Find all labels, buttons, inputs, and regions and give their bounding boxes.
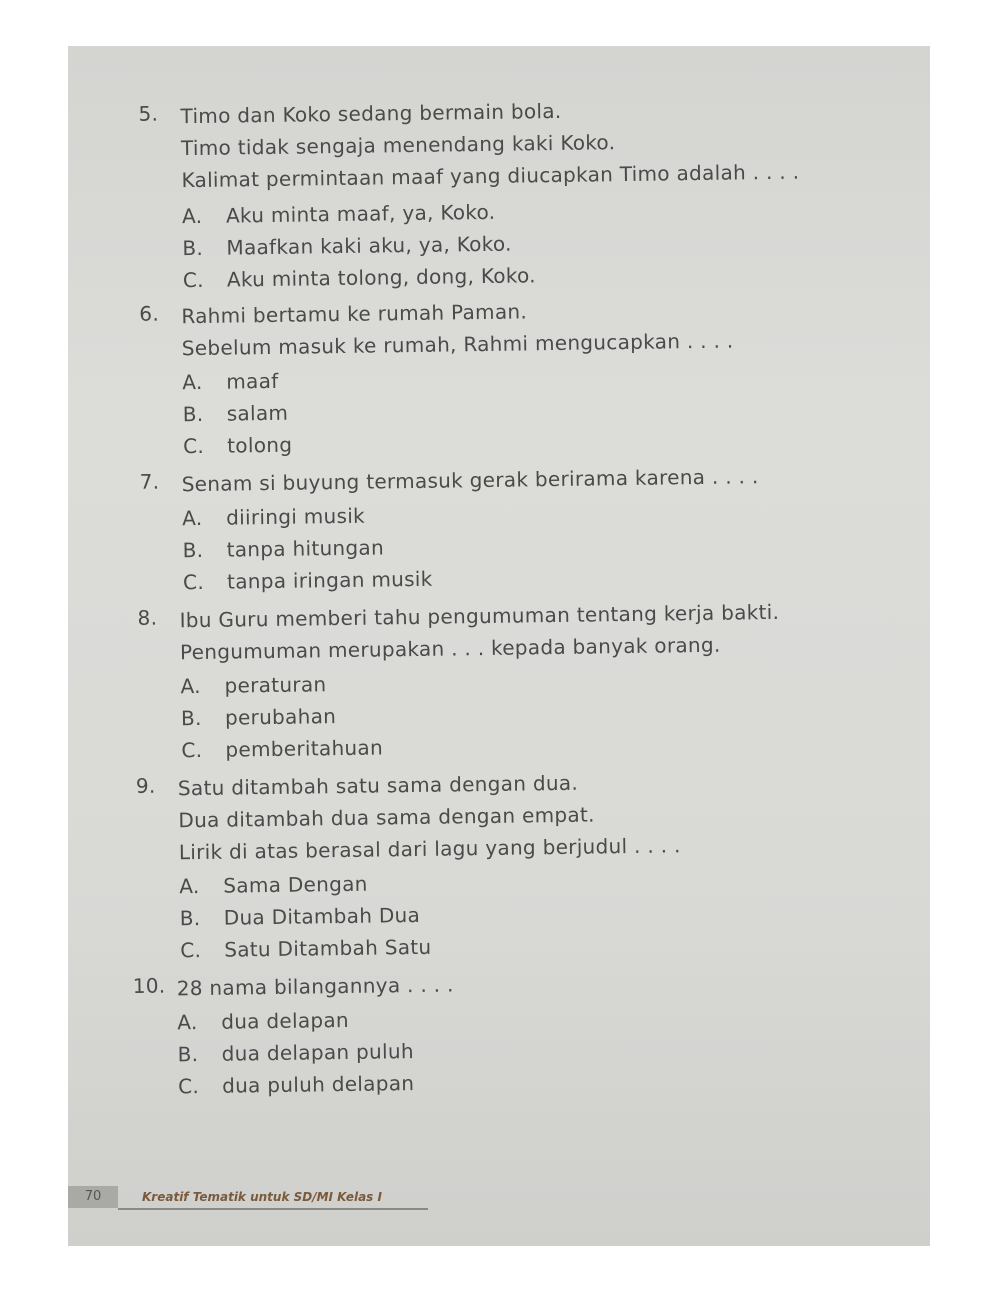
option-letter: C. — [183, 433, 205, 459]
book-title: Kreatif Tematik untuk SD/MI Kelas I — [142, 1190, 382, 1204]
question-line: Senam si buyung termasuk gerak berirama karena . . . . — [181, 464, 759, 497]
option-text: Sama Dengan — [223, 871, 368, 898]
option-text: salam — [226, 400, 289, 426]
worksheet-page — [68, 46, 930, 1246]
photographed-page — [68, 46, 930, 1246]
question-number: 9. — [135, 773, 156, 798]
option-text: tanpa iringan musik — [226, 566, 433, 594]
option-text: Satu Ditambah Satu — [224, 934, 432, 962]
option-text: dua delapan puluh — [221, 1039, 414, 1066]
option-letter: B. — [177, 1042, 199, 1067]
answer-option-b — [181, 701, 337, 733]
answer-option-b — [183, 398, 289, 429]
option-text: maaf — [226, 368, 279, 394]
option-text: tolong — [227, 432, 293, 458]
option-text: tanpa hitungan — [226, 535, 385, 562]
question-number: 10. — [132, 973, 166, 998]
option-letter: B. — [179, 905, 201, 931]
option-letter: C. — [182, 267, 204, 293]
answer-option-c — [178, 1068, 415, 1101]
option-text: Aku minta tolong, dong, Koko. — [226, 263, 537, 292]
answer-option-c — [181, 732, 383, 765]
question-line: Dua ditambah dua sama dengan empat. — [178, 802, 595, 833]
option-text: dua puluh delapan — [221, 1071, 415, 1098]
answer-option-b — [182, 229, 512, 264]
answer-option-a — [180, 669, 326, 701]
option-text: Maafkan kaki aku, ya, Koko. — [226, 231, 512, 260]
answer-option-c — [183, 430, 292, 462]
question-line: Sebelum masuk ke rumah, Rahmi mengucapkan . . . . — [181, 328, 734, 361]
option-letter: C. — [177, 1074, 200, 1099]
answer-option-a — [182, 501, 365, 534]
option-text: perubahan — [224, 704, 337, 730]
question-line: Pengumuman merupakan . . . kepada banyak orang. — [179, 632, 721, 665]
option-text: Dua Ditambah Dua — [223, 902, 421, 930]
option-letter: B. — [180, 705, 202, 731]
option-letter: A. — [182, 369, 203, 395]
answer-option-b — [180, 900, 421, 933]
option-text: pemberitahuan — [225, 735, 384, 762]
question-line: Kalimat permintaan maaf yang diucapkan Timo adalah . . . . — [181, 159, 800, 193]
question-number: 7. — [139, 469, 160, 494]
option-letter: C. — [180, 937, 202, 963]
answer-option-a — [182, 366, 279, 397]
answer-option-a — [182, 197, 496, 231]
answer-option-c — [180, 932, 432, 966]
question-line: Lirik di atas berasal dari lagu yang berjudul . . . . — [178, 833, 681, 865]
option-letter: A. — [179, 874, 200, 899]
question-line: 28 nama bilangannya . . . . — [176, 972, 454, 1001]
answer-option-b — [182, 532, 384, 565]
question-line: Timo dan Koko sedang bermain bola. — [180, 98, 562, 129]
question-line: Rahmi bertamu ke rumah Paman. — [181, 299, 528, 329]
question-line: Timo tidak sengaja menendang kaki Koko. — [180, 130, 616, 161]
question-number: 6. — [139, 301, 160, 326]
option-letter: B. — [182, 401, 204, 427]
question-number: 8. — [137, 605, 158, 630]
option-letter: A. — [177, 1010, 198, 1035]
question-line: Ibu Guru memberi tahu pengumuman tentang kerja bakti. — [179, 599, 780, 633]
option-letter: B. — [182, 537, 204, 563]
page-number: 70 — [68, 1186, 118, 1208]
option-letter: A. — [181, 203, 203, 229]
question-line: Satu ditambah satu sama dengan dua. — [177, 770, 579, 801]
answer-option-a — [177, 1005, 349, 1037]
option-letter: C. — [182, 569, 205, 595]
option-letter: C. — [181, 737, 203, 763]
option-text: dua delapan — [221, 1007, 350, 1034]
option-letter: A. — [182, 505, 203, 531]
option-letter: A. — [180, 673, 202, 699]
answer-option-c — [183, 564, 433, 597]
answer-option-b — [177, 1036, 414, 1069]
option-text: Aku minta maaf, ya, Koko. — [225, 199, 496, 228]
answer-option-c — [183, 260, 536, 295]
option-letter: B. — [182, 235, 204, 261]
option-text: diiringi musik — [226, 503, 366, 530]
option-text: peraturan — [224, 672, 327, 698]
footer-divider — [118, 1208, 428, 1210]
question-number: 5. — [138, 101, 159, 126]
answer-option-a — [179, 869, 368, 902]
